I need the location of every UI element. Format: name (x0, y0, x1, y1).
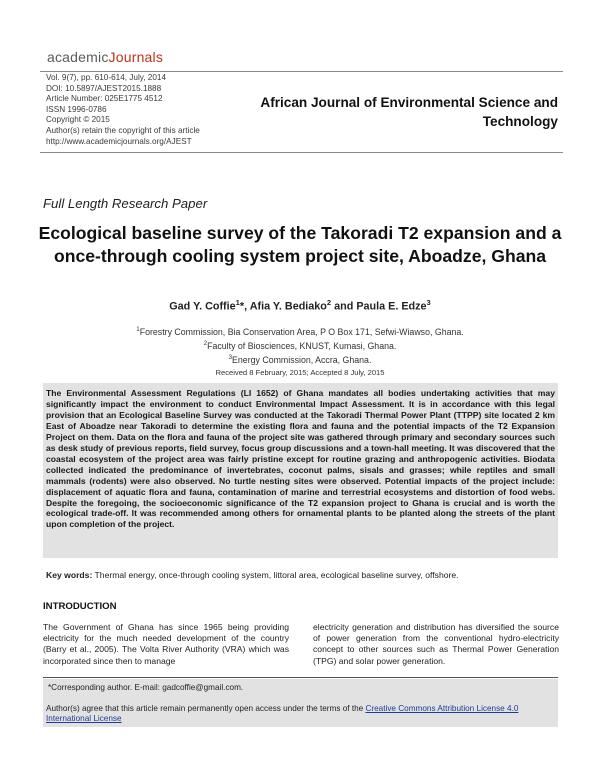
keywords-label: Key words: (46, 570, 93, 580)
affiliations (0, 324, 600, 366)
meta-rights: Author(s) retain the copyright of this article (46, 125, 200, 135)
author-2-affil: 2 (326, 298, 332, 307)
license-link-cont[interactable]: International License (46, 714, 122, 724)
corresponding-mark: * (239, 300, 245, 313)
logo-part-journals: Journals (108, 49, 164, 65)
author-3: Paula E. Edze (356, 300, 427, 313)
meta-article-number: Article Number: 025E1775 4512 (46, 94, 163, 104)
journal-title: African Journal of Environmental Science and Technology (260, 95, 558, 129)
affiliation-2 (0, 338, 600, 352)
affiliation-3-text: Energy Commission, Accra, Ghana. (232, 354, 372, 365)
author-and: and (331, 300, 357, 313)
affiliation-2-marker: 2 (203, 339, 208, 347)
publisher-logo (47, 49, 163, 65)
header-top-rule (40, 71, 563, 72)
author-1: Gad Y. Coffie (169, 300, 236, 313)
author-2: Afia Y. Bediako (249, 300, 327, 313)
affiliation-1 (0, 324, 600, 338)
author-3-affil: 3 (426, 298, 431, 307)
license-statement (46, 704, 554, 725)
header-bottom-rule (40, 152, 563, 153)
paper-title: Ecological baseline survey of the Takoradi T2 expansion and a once-through cooling system project site, Aboadze, Ghana (38, 223, 562, 266)
logo-part-academic: academic (47, 49, 109, 65)
keywords-text: Thermal energy, once-through cooling system, littoral area, ecological baseline survey, offshore. (92, 570, 459, 580)
meta-copyright: Copyright © 2015 (46, 115, 110, 125)
license-link[interactable]: Creative Commons Attribution License 4.0 (365, 704, 519, 713)
footnote-rule (43, 677, 558, 678)
corresponding-author: *Corresponding author. E-mail: gadcoffie@gmail.com. (48, 683, 244, 692)
meta-doi: DOI: 10.5897/AJEST2015.1888 (46, 83, 162, 93)
section-heading-introduction: INTRODUCTION (43, 601, 117, 612)
paper-type: Full Length Research Paper (43, 196, 208, 211)
abstract-text: The Environmental Assessment Regulations (LI 1652) of Ghana mandates all bodies undertaking activities that may significantly impact the environment to conduct Environmental Impact Assessment. It is in accordance with this legal provision that an Ecological Baseline Survey was conducted at the Takoradi Thermal Power Plant (TTPP) site located 2 km East of Aboadze near Takoradi to determine the existing flora and fauna and the potential impacts of the T2 Expansion Project on them. Data on the flora and fauna of the project site was gathered through primary and secondary sources such as desk study of previous reports, field survey, focus group discussions and a town-hall meeting. It was discovered that the coastal ecosystem of the project area was fairly pristine except for routine grazing and anthropogenic activities. Biodata collected indicated the predominance of invertebrates, coconut palms, sisals and grasses; while reptiles and small mammals (rodents) were also observed. No turtle nesting sites were observed. Potential impacts of the project include: displacement of aquatic flora and fauna, contamination of marine and terrestrial ecosystems and distortion of food webs. Despite the foregoing, the socioeconomic significance of the T2 expansion project to Ghana is crucial and is worth the ecological trade-off. It was recommended among others for ornamental plants to be planted along the streets of the plant upon completion of the project. (46, 388, 555, 530)
meta-issn: ISSN 1996-0786 (46, 104, 107, 114)
affiliation-2-text: Faculty of Biosciences, KNUST, Kumasi, Ghana. (207, 340, 397, 351)
keywords (46, 570, 586, 580)
author-list (0, 298, 600, 313)
affiliation-1-text: Forestry Commission, Bia Conservation Area, P O Box 171, Sefwi-Wiawso, Ghana. (139, 326, 464, 337)
intro-column-2: electricity generation and distribution has diversified the source of power generation from the conventional hydro-electricity concept to other sources such as Thermal Power Generation (TPG) and solar power generation. (313, 622, 559, 666)
author-separator: , (244, 300, 250, 313)
meta-volume: Vol. 9(7), pp. 610-614, July, 2014 (46, 73, 167, 82)
affiliation-3 (0, 352, 600, 366)
meta-url[interactable]: http://www.academicjournals.org/AJEST (46, 136, 192, 146)
affiliation-3-marker: 3 (228, 353, 233, 361)
intro-column-1: The Government of Ghana has since 1965 being providing electricity for the much needed development of the country (Barry et al., 2005). The Volta River Authority (VRA) which was incorporated since then to manage (43, 622, 289, 666)
article-metadata (46, 73, 246, 150)
received-dates: Received 8 February, 2015; Accepted 8 July, 2015 (215, 368, 385, 377)
author-1-affil: 1 (235, 298, 240, 307)
license-prefix: Author(s) agree that this article remain permanently open access under the terms of the (46, 704, 366, 713)
affiliation-1-marker: 1 (136, 326, 140, 333)
